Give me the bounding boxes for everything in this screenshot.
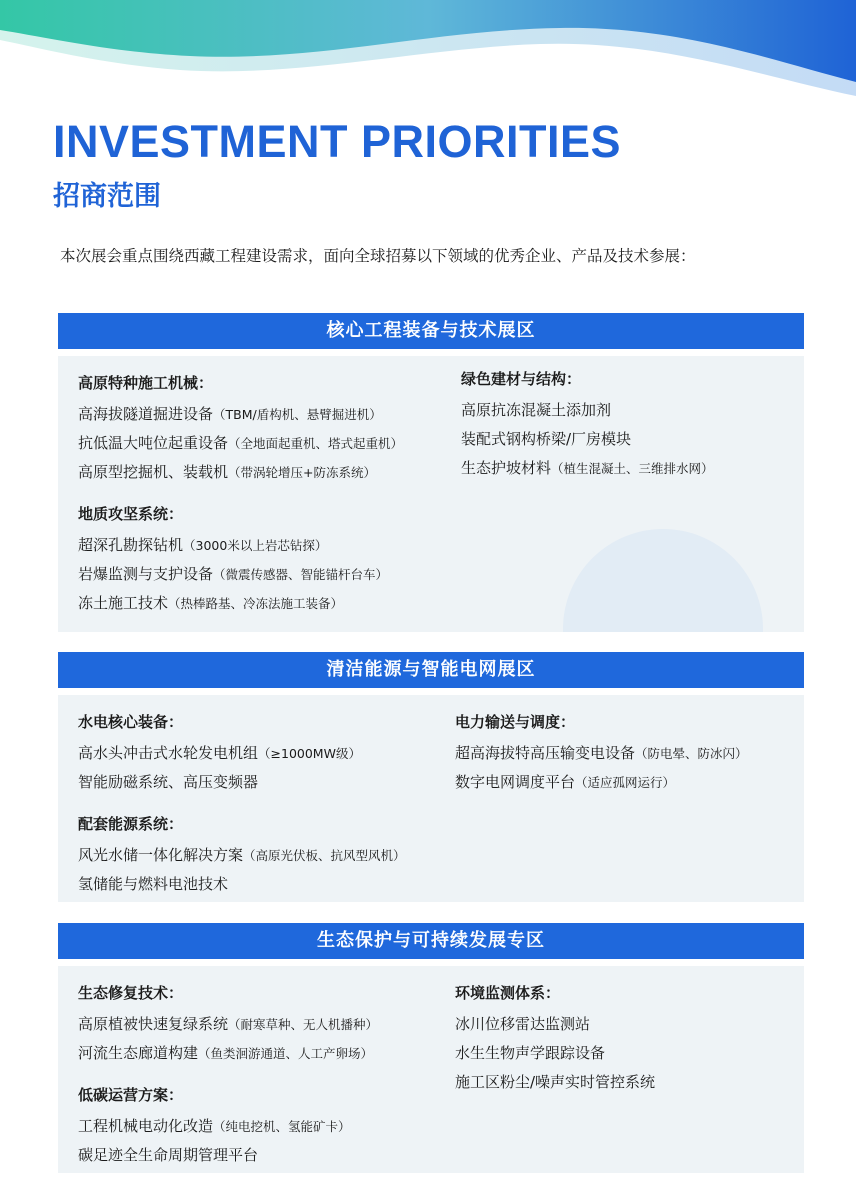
right-column [461,368,714,499]
list-item: 装配式钢构桥梁/厂房模块 [461,430,632,448]
section-body [58,356,804,632]
list-item: 超高海拔特高压输变电设备（防电晕、防冰闪） [455,744,748,762]
list-item: 冰川位移雷达监测站 [455,1015,591,1033]
list-item: 冻土施工技术（热棒路基、冷冻法施工装备） [78,594,344,612]
group-title: 水电核心装备： [78,713,184,731]
group [78,1084,378,1170]
list-item: 氢储能与燃料电池技术 [78,875,229,893]
list-item: 生态护坡材料（植生混凝土、三维排水网） [461,459,714,477]
group [455,982,655,1097]
list-item: 河流生态廊道构建（鱼类洄游通道、人工产卵场） [78,1044,374,1062]
left-column [78,711,406,902]
list-item: 风光水储一体化解决方案（高原光伏板、抗风型风机） [78,846,406,864]
list-item: 岩爆监测与支护设备（微震传感器、智能锚杆台车） [78,565,389,583]
list-item: 碳足迹全生命周期管理平台 [78,1146,259,1164]
group-title: 环境监测体系： [455,984,561,1002]
list-item: 高原型挖掘机、装载机（带涡轮增压+防冻系统） [78,463,376,481]
left-column [78,982,378,1173]
section-ecology [58,923,804,1173]
group-title: 绿色建材与结构： [461,370,582,388]
list-item: 超深孔勘探钻机（3000米以上岩芯钻探） [78,536,328,554]
group [461,368,714,483]
section-clean-energy [58,652,804,902]
decorative-circle [563,529,763,632]
group [78,813,406,899]
section-body [58,966,804,1173]
left-column [78,372,403,632]
group-title: 配套能源系统： [78,815,184,833]
group-title: 地质攻坚系统： [78,505,184,523]
section-header: 核心工程装备与技术展区 [58,313,804,349]
list-item: 水生生物声学跟踪设备 [455,1044,606,1062]
list-item: 高原抗冻混凝土添加剂 [461,401,612,419]
page-title-en: INVESTMENT PRIORITIES [53,116,622,167]
group [455,711,748,797]
group-title: 生态修复技术： [78,984,184,1002]
list-item: 高海拔隧道掘进设备（TBM/盾构机、悬臂掘进机） [78,405,382,423]
page-title-cn: 招商范围 [53,181,161,212]
section-header: 生态保护与可持续发展专区 [58,923,804,959]
group [78,503,403,618]
list-item: 数字电网调度平台（适应孤网运行） [455,773,676,791]
group-title: 高原特种施工机械： [78,374,214,392]
header-wave [0,0,856,110]
right-column [455,711,748,813]
list-item: 高原植被快速复绿系统（耐寒草种、无人机播种） [78,1015,379,1033]
list-item: 施工区粉尘/噪声实时管控系统 [455,1073,656,1091]
section-header: 清洁能源与智能电网展区 [58,652,804,688]
group [78,982,378,1068]
list-item: 工程机械电动化改造（纯电挖机、氢能矿卡） [78,1117,351,1135]
list-item: 高水头冲击式水轮发电机组（≥1000MW级） [78,744,361,762]
section-body [58,695,804,902]
group [78,711,406,797]
list-item: 智能励磁系统、高压变频器 [78,773,259,791]
intro-text: 本次展会重点围绕西藏工程建设需求，面向全球招募以下领域的优秀企业、产品及技术参展： [60,247,696,265]
list-item: 抗低温大吨位起重设备（全地面起重机、塔式起重机） [78,434,404,452]
group-title: 低碳运营方案： [78,1086,184,1104]
group [78,372,403,487]
group-title: 电力输送与调度： [455,713,576,731]
right-column [455,982,655,1113]
section-core-engineering [58,313,804,632]
